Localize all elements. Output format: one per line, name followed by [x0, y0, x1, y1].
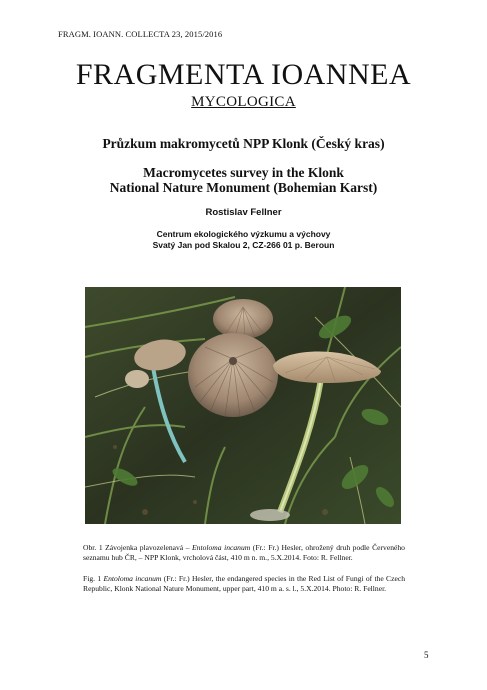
mushroom-photo-illustration — [85, 287, 401, 524]
article-title-english-line-2: National Nature Monument (Bohemian Karst) — [109, 180, 378, 195]
article-title-english-line-1: Macromycetes survey in the Klonk — [143, 165, 344, 180]
article-title-english — [0, 165, 487, 195]
journal-title: FRAGMENTA IOANNEA — [75, 58, 412, 91]
caption-czech-rest: (Fr.: Fr.) Hesler, ohrožený druh podle Červeného seznamu hub ČR, – NPP Klonk, vrcholová část, 410 m n. m., 5.X.2014. Foto: R. Fellner. — [83, 543, 405, 562]
page-number: 5 — [424, 650, 429, 660]
author-name: Rostislav Fellner — [205, 207, 282, 218]
caption-english-species: Entoloma incanum — [103, 574, 162, 583]
figure-caption-english — [83, 574, 405, 594]
journal-subtitle: MYCOLOGICA — [191, 94, 296, 110]
figure-caption-czech — [83, 543, 405, 563]
affiliation-line-1: Centrum ekologického výzkumu a výchovy — [156, 229, 331, 239]
article-title-czech: Průzkum makromycetů NPP Klonk (Český kras) — [102, 136, 385, 151]
mushroom-photo — [85, 287, 401, 524]
running-head: FRAGM. IOANN. COLLECTA 23, 2015/2016 — [58, 29, 223, 39]
author-affiliation — [0, 229, 487, 251]
caption-czech-lead: Obr. 1 Závojenka plavozelenavá – — [83, 543, 193, 552]
caption-czech-species: Entoloma incanum — [192, 543, 251, 552]
affiliation-line-2: Svatý Jan pod Skalou 2, CZ-266 01 p. Beroun — [152, 240, 335, 250]
caption-english-rest: (Fr.: Fr.) Hesler, the endangered species in the Red List of Fungi of the Czech Republic, Klonk National Nature Monument, upper part, 410 m a. s. l., 5.X.2014. Photo: R. Fellner. — [83, 574, 405, 593]
caption-english-lead: Fig. 1 — [83, 574, 104, 583]
